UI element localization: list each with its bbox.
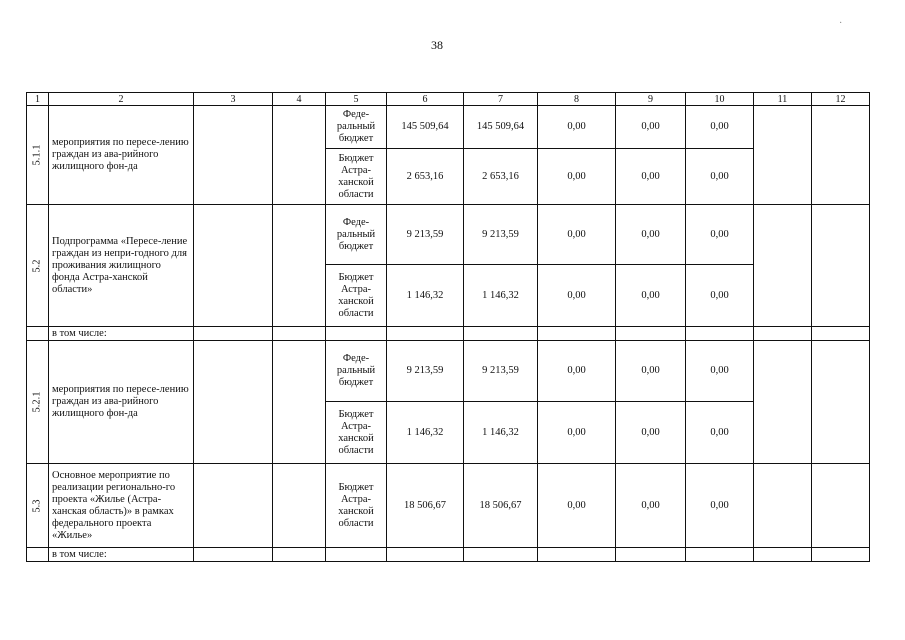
empty-cell [194, 548, 273, 562]
empty-cell [194, 464, 273, 548]
funding-source: Бюджет Астра-ханской области [326, 265, 387, 327]
empty-cell [464, 548, 538, 562]
header-cell: 1 [27, 93, 49, 106]
empty-cell [194, 341, 273, 464]
empty-cell [464, 327, 538, 341]
value-cell: 0,00 [686, 149, 754, 205]
row-code-cell [27, 341, 49, 464]
header-cell: 7 [464, 93, 538, 106]
value-cell: 9 213,59 [387, 341, 464, 402]
budget-table [26, 92, 870, 562]
row-name: Подпрограмма «Пересе-ление граждан из непри-годного для проживания жилищного фонда Астра-ханской области» [49, 205, 194, 327]
header-cell: 3 [194, 93, 273, 106]
value-cell: 9 213,59 [464, 341, 538, 402]
empty-cell [273, 341, 326, 464]
empty-cell [754, 464, 812, 548]
empty-cell [387, 327, 464, 341]
header-cell: 6 [387, 93, 464, 106]
header-cell: 4 [273, 93, 326, 106]
empty-cell [273, 548, 326, 562]
value-cell: 0,00 [538, 341, 616, 402]
table-row [27, 327, 870, 341]
row-name: мероприятия по пересе-лению граждан из ава-рийного жилищного фон-да [49, 106, 194, 205]
funding-source: Феде-ральный бюджет [326, 205, 387, 265]
empty-cell [686, 327, 754, 341]
value-cell: 2 653,16 [387, 149, 464, 205]
including-label: в том числе: [49, 327, 194, 341]
value-cell: 0,00 [616, 265, 686, 327]
empty-cell [686, 548, 754, 562]
table-row [27, 106, 870, 149]
table-row [27, 548, 870, 562]
row-name: мероприятия по пересе-лению граждан из ава-рийного жилищного фон-да [49, 341, 194, 464]
empty-cell [27, 548, 49, 562]
empty-cell [273, 205, 326, 327]
value-cell: 0,00 [616, 341, 686, 402]
header-cell: 12 [812, 93, 870, 106]
value-cell: 145 509,64 [464, 106, 538, 149]
row-code: 5.2.1 [31, 391, 43, 413]
empty-cell [754, 341, 812, 464]
empty-cell [273, 464, 326, 548]
empty-cell [616, 327, 686, 341]
row-code: 5.3 [31, 498, 43, 513]
empty-cell [538, 548, 616, 562]
empty-cell [812, 205, 870, 327]
empty-cell [754, 106, 812, 205]
value-cell: 0,00 [686, 341, 754, 402]
empty-cell [812, 341, 870, 464]
value-cell: 2 653,16 [464, 149, 538, 205]
value-cell: 0,00 [686, 106, 754, 149]
value-cell: 9 213,59 [464, 205, 538, 265]
row-code: 5.1.1 [31, 144, 43, 166]
value-cell: 1 146,32 [387, 402, 464, 464]
empty-cell [273, 106, 326, 205]
value-cell: 0,00 [538, 149, 616, 205]
empty-cell [27, 327, 49, 341]
value-cell: 18 506,67 [387, 464, 464, 548]
empty-cell [812, 106, 870, 205]
table-row [27, 341, 870, 402]
value-cell: 0,00 [538, 265, 616, 327]
value-cell: 18 506,67 [464, 464, 538, 548]
empty-cell [387, 548, 464, 562]
empty-cell [194, 205, 273, 327]
empty-cell [538, 327, 616, 341]
row-name: Основное мероприятие по реализации регионально-го проекта «Жилье (Астра-ханская область)» в рамках федерального проекта «Жилье» [49, 464, 194, 548]
table-row [27, 205, 870, 265]
header-cell: 9 [616, 93, 686, 106]
header-cell: 5 [326, 93, 387, 106]
page-number: 38 [431, 38, 443, 52]
empty-cell [812, 327, 870, 341]
empty-cell [273, 327, 326, 341]
funding-source: Бюджет Астра-ханской области [326, 402, 387, 464]
funding-source: Бюджет Астра-ханской области [326, 464, 387, 548]
scan-mark: · [839, 18, 843, 29]
value-cell: 0,00 [538, 106, 616, 149]
value-cell: 0,00 [616, 106, 686, 149]
header-cell: 10 [686, 93, 754, 106]
funding-source: Бюджет Астра-ханской области [326, 149, 387, 205]
value-cell: 0,00 [616, 149, 686, 205]
value-cell: 0,00 [686, 265, 754, 327]
value-cell: 1 146,32 [464, 265, 538, 327]
row-code-cell [27, 106, 49, 205]
empty-cell [326, 327, 387, 341]
table-row [27, 464, 870, 548]
value-cell: 1 146,32 [387, 265, 464, 327]
value-cell: 0,00 [538, 402, 616, 464]
empty-cell [812, 548, 870, 562]
value-cell: 0,00 [538, 464, 616, 548]
row-code: 5.2 [31, 258, 43, 273]
header-cell: 11 [754, 93, 812, 106]
value-cell: 0,00 [686, 205, 754, 265]
empty-cell [194, 327, 273, 341]
empty-cell [326, 548, 387, 562]
value-cell: 0,00 [686, 464, 754, 548]
header-cell: 8 [538, 93, 616, 106]
value-cell: 0,00 [686, 402, 754, 464]
row-code-cell [27, 205, 49, 327]
value-cell: 0,00 [616, 205, 686, 265]
empty-cell [194, 106, 273, 205]
empty-cell [754, 327, 812, 341]
empty-cell [616, 548, 686, 562]
row-code-cell [27, 464, 49, 548]
empty-cell [754, 205, 812, 327]
value-cell: 0,00 [538, 205, 616, 265]
header-row [27, 93, 870, 106]
value-cell: 0,00 [616, 464, 686, 548]
funding-source: Феде-ральный бюджет [326, 106, 387, 149]
header-cell: 2 [49, 93, 194, 106]
value-cell: 1 146,32 [464, 402, 538, 464]
including-label: в том числе: [49, 548, 194, 562]
empty-cell [812, 464, 870, 548]
empty-cell [754, 548, 812, 562]
funding-source: Феде-ральный бюджет [326, 341, 387, 402]
value-cell: 145 509,64 [387, 106, 464, 149]
value-cell: 0,00 [616, 402, 686, 464]
value-cell: 9 213,59 [387, 205, 464, 265]
